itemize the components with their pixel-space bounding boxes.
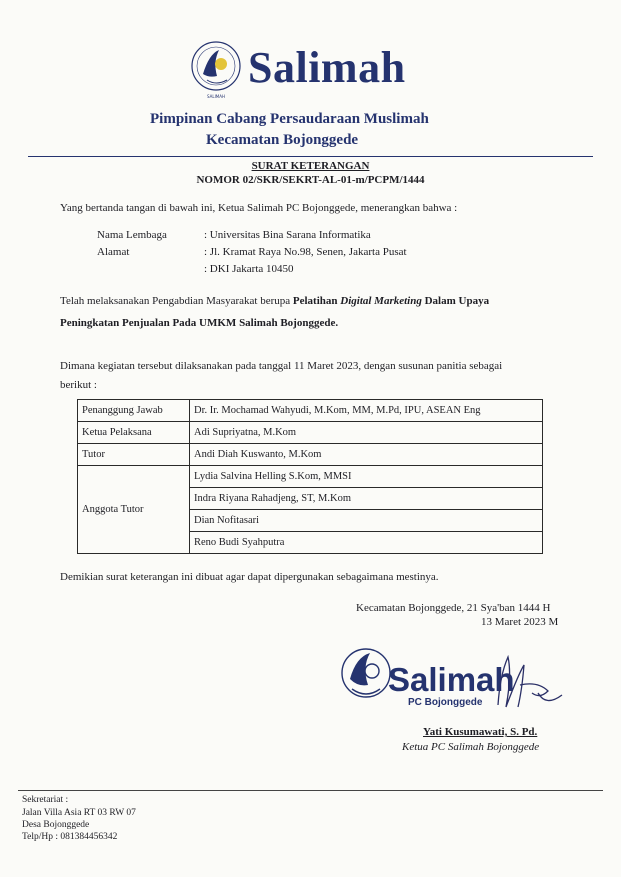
- signer-name: Yati Kusumawati, S. Pd.: [423, 726, 538, 738]
- table-row: [78, 466, 543, 488]
- name-cell: Dian Nofitasari: [190, 510, 543, 532]
- svg-text:SALIMAH: SALIMAH: [207, 94, 225, 99]
- activity-bold1: Pelatihan: [292, 295, 341, 307]
- date-masehi: 13 Maret 2023 M: [481, 616, 559, 628]
- name-cell: Adi Supriyatna, M.Kom: [190, 422, 543, 444]
- address-label: Alamat: [97, 246, 130, 258]
- document-title: SURAT KETERANGAN: [251, 160, 370, 172]
- name-cell: Andi Diah Kuswanto, M.Kom: [190, 444, 543, 466]
- header-divider: [28, 156, 593, 157]
- footer-divider: [18, 790, 603, 791]
- schedule-line2: berikut :: [60, 379, 97, 391]
- brand-name: Salimah: [248, 43, 406, 92]
- activity-prefix: Telah melaksanakan Pengabdian Masyarakat berupa: [60, 295, 293, 307]
- committee-table: [77, 399, 543, 554]
- activity-italic: Digital Marketing: [340, 295, 422, 307]
- name-cell: Lydia Salvina Helling S.Kom, MMSI: [190, 466, 543, 488]
- footer-address1: Jalan Villa Asia RT 03 RW 07: [22, 808, 136, 818]
- org-name-line1: Pimpinan Cabang Persaudaraan Muslimah: [150, 111, 429, 127]
- role-cell: Anggota Tutor: [78, 466, 190, 554]
- role-cell: Penanggung Jawab: [78, 400, 190, 422]
- address-value-2: : DKI Jakarta 10450: [204, 263, 294, 275]
- salimah-logo: [189, 36, 243, 108]
- institution-value: : Universitas Bina Sarana Informatika: [204, 229, 371, 241]
- footer-address2: Desa Bojonggede: [22, 820, 90, 830]
- org-name-line2: Kecamatan Bojonggede: [206, 132, 359, 148]
- role-cell: Ketua Pelaksana: [78, 422, 190, 444]
- table-row: [78, 422, 543, 444]
- name-cell: Indra Riyana Rahadjeng, ST, M.Kom: [190, 488, 543, 510]
- footer-phone: Telp/Hp : 081384456342: [22, 832, 118, 842]
- stamp-brand: Salimah: [388, 661, 515, 698]
- signer-title: Ketua PC Salimah Bojonggede: [402, 741, 540, 753]
- activity-line1: [60, 296, 489, 307]
- intro-text: Yang bertanda tangan di bawah ini, Ketua Salimah PC Bojonggede, menerangkan bahwa :: [60, 202, 458, 214]
- table-row: [78, 444, 543, 466]
- footer-label: Sekretariat :: [22, 795, 69, 805]
- stamp-logo-icon: [338, 645, 394, 705]
- table-row: [78, 400, 543, 422]
- schedule-line1: Dimana kegiatan tersebut dilaksanakan pada tanggal 11 Maret 2023, dengan susunan panitia sebagai: [60, 360, 503, 372]
- activity-line2: Peningkatan Penjualan Pada UMKM Salimah Bojonggede.: [60, 317, 339, 329]
- stamp-subtitle: PC Bojonggede: [408, 697, 483, 708]
- name-cell: Reno Budi Syahputra: [190, 532, 543, 554]
- closing-text: Demikian surat keterangan ini dibuat agar dapat dipergunakan sebagaimana mestinya.: [60, 571, 439, 583]
- handwritten-signature: [478, 645, 568, 725]
- role-cell: Tutor: [78, 444, 190, 466]
- place-date-hijri: Kecamatan Bojonggede, 21 Sya'ban 1444 H: [356, 602, 551, 614]
- name-cell: Dr. Ir. Mochamad Wahyudi, M.Kom, MM, M.Pd, IPU, ASEAN Eng: [190, 400, 543, 422]
- activity-bold2: Dalam Upaya: [421, 295, 490, 307]
- document-number: NOMOR 02/SKR/SEKRT-AL-01-m/PCPM/1444: [196, 174, 425, 186]
- address-value: : Jl. Kramat Raya No.98, Senen, Jakarta Pusat: [204, 246, 407, 258]
- institution-label: Nama Lembaga: [97, 229, 167, 241]
